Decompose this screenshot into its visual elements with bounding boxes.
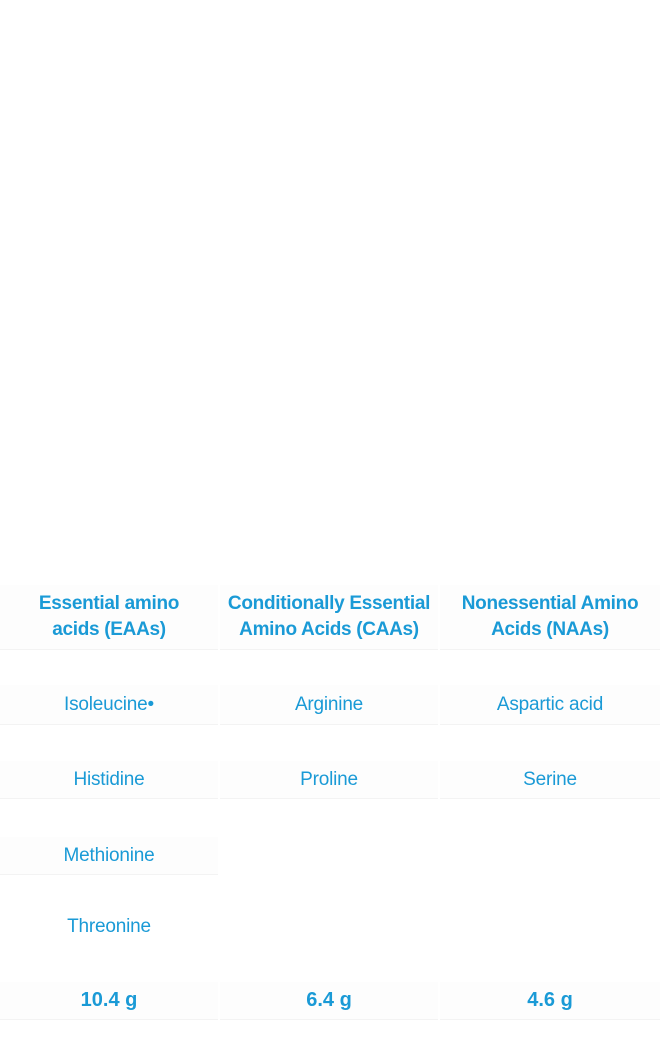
column-header-caa: Conditionally Essential Amino Acids (CAAs) xyxy=(220,585,438,650)
table-cell-caa-4 xyxy=(220,907,438,947)
column-header-naa: Nonessential Amino Acids (NAAs) xyxy=(440,585,660,650)
table-cell-eaa-2: Histidine xyxy=(0,761,218,799)
total-cell-naa: 4.6 g xyxy=(440,982,660,1020)
table-cell-caa-2: Proline xyxy=(220,761,438,799)
table-cell-eaa-3: Methionine xyxy=(0,837,218,875)
table-cell-eaa-1: Isoleucine• xyxy=(0,685,218,725)
table-cell-caa-3 xyxy=(220,837,438,875)
table-cell-naa-4 xyxy=(440,907,660,947)
table-cell-naa-3 xyxy=(440,837,660,875)
table-cell-naa-2: Serine xyxy=(440,761,660,799)
table-cell-caa-1: Arginine xyxy=(220,685,438,725)
total-cell-caa: 6.4 g xyxy=(220,982,438,1020)
table-cell-eaa-4: Threonine xyxy=(0,907,218,947)
column-header-eaa: Essential amino acids (EAAs) xyxy=(0,585,218,650)
total-cell-eaa: 10.4 g xyxy=(0,982,218,1020)
table-cell-naa-1: Aspartic acid xyxy=(440,685,660,725)
